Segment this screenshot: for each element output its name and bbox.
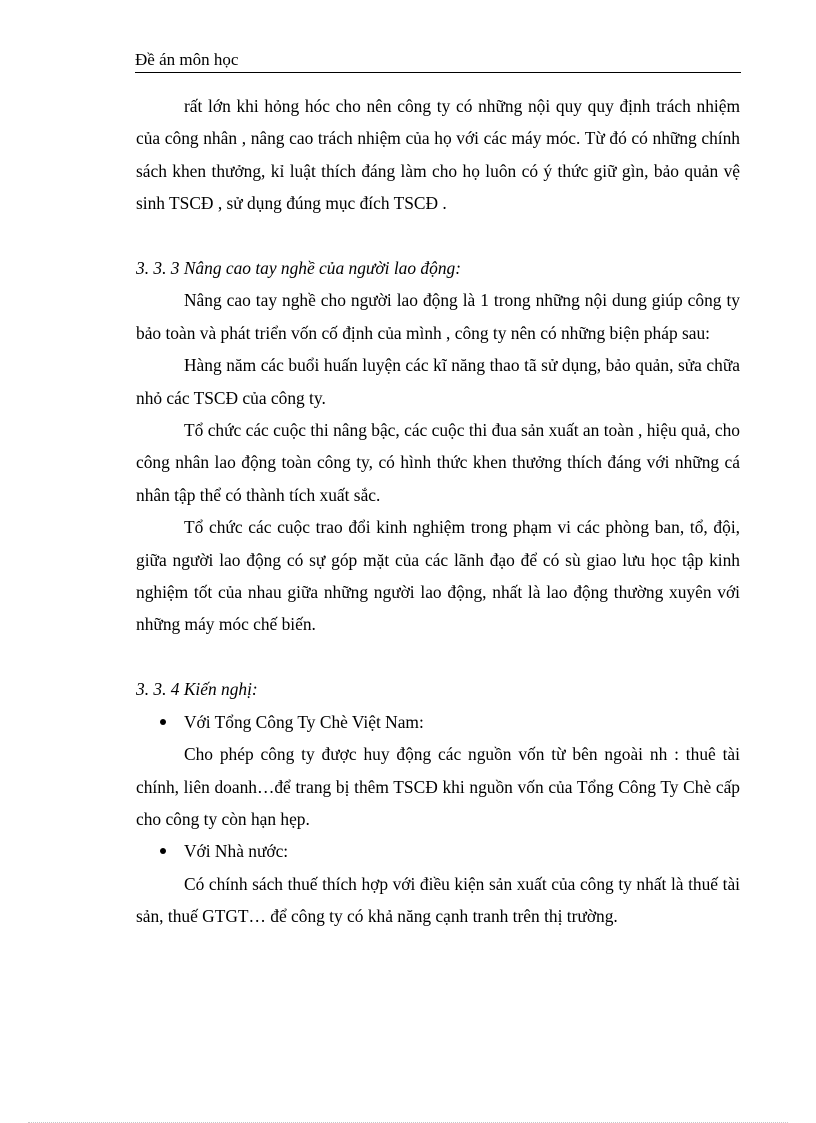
paragraph-training: Hàng năm các buổi huấn luyện các kĩ năng thao tã sử dụng, bảo quản, sửa chữa nhỏ các TSCĐ của công ty. [136,355,740,408]
page-header [135,50,741,73]
paragraph-responsibility: rất lớn khi hỏng hóc cho nên công ty có những nội quy quy định trách nhiệm của công nhân , nâng cao trách nhiệm của họ với các máy móc. Từ đó có những chính sách khen thưởng, kỉ luật thích đáng làm cho họ luôn có ý thức giữ gìn, bảo quản vệ sinh TSCĐ , sử dụng đúng mục đích TSCĐ . [136,96,740,214]
paragraph-competitions: Tổ chức các cuộc thi nâng bậc, các cuộc thi đua sản xuất an toàn , hiệu quả, cho công nhân lao động toàn công ty, có hình thức khen thưởng thích đáng với những cá nhân tập thể có thành tích xuất sắc. [136,420,740,505]
bullet-label: Với Nhà nước: [184,841,289,862]
header-title: Đề án môn học [135,50,239,69]
bullet-dot-icon [160,719,166,725]
bullet-label: Với Tổng Công Ty Chè Việt Nam: [184,711,424,732]
paragraph-tax-policy: Có chính sách thuế thích hợp với điều kiện sản xuất của công ty nhất là thuế tài sản, thuế GTGT… để công ty có khả năng cạnh tranh trên thị trường. [136,873,740,927]
document-body [136,90,740,933]
bullet-item-tea-corporation [136,706,740,738]
paragraph-experience-exchange: Tổ chức các cuộc trao đổi kinh nghiệm trong phạm vi các phòng ban, tổ, đội, giữa người lao động có sự góp mặt của các lãnh đạo để có sù giao lưu học tập kinh nghiệm tốt của nhau giữa những người lao động, nhất là lao động thường xuyên với những máy móc chế biến. [136,517,740,635]
bullet-dot-icon [160,848,166,854]
paragraph-skill-intro: Nâng cao tay nghề cho người lao động là 1 trong những nội dung giúp công ty bảo toàn và phát triển vốn cố định của mình , công ty nên có những biện pháp sau: [136,290,740,343]
spacer [136,641,740,673]
paragraph-capital-mobilization: Cho phép công ty được huy động các nguồn vốn từ bên ngoài nh : thuê tài chính, liên doanh…để trang bị thêm TSCĐ khi nguồn vốn của Tổng Công Ty Chè cấp cho công ty còn hạn hẹp. [136,744,740,829]
section-heading-3-3-4: 3. 3. 4 Kiến nghị: [136,679,258,700]
bullet-item-state [136,835,740,867]
spacer [136,220,740,252]
section-heading-3-3-3: 3. 3. 3 Nâng cao tay nghề của người lao động: [136,258,461,279]
